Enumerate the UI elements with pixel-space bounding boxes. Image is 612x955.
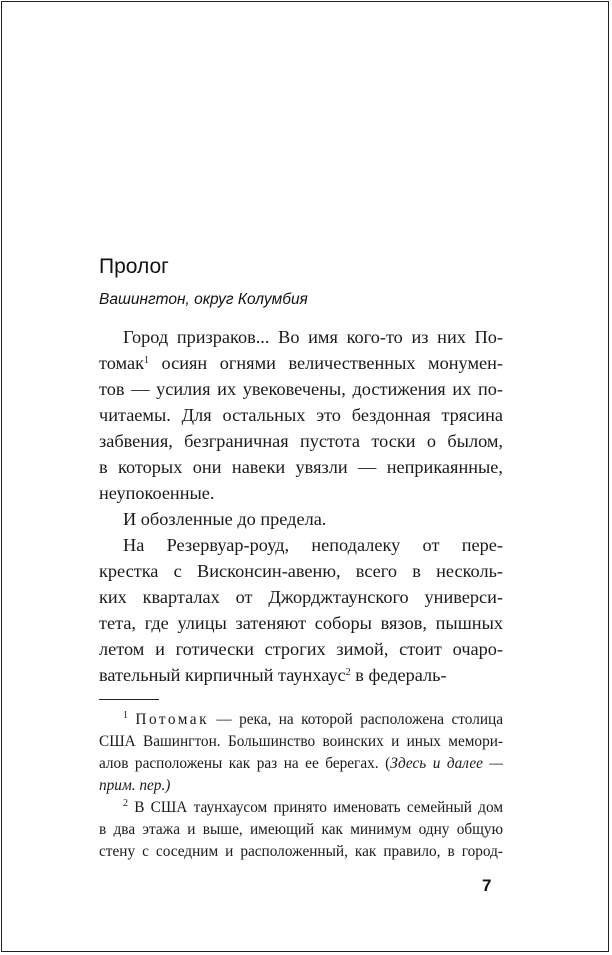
footnote-1-line: $^1$ Потомак — река, на которой расположена столица: [123, 710, 503, 728]
chapter-location: Вашингтон, округ Колумбия: [99, 291, 308, 308]
paragraph-1-line: в которых они навеки увязли — неприкаянные,: [99, 457, 503, 477]
paragraph-3-line: крестка с Висконсин-авеню, всего в несколь-: [99, 561, 503, 581]
paragraph-3-line: ких кварталах от Джорджтаунского универси-: [99, 587, 503, 607]
footnote-divider: [99, 699, 159, 700]
body-text: [99, 324, 503, 688]
footnote-2-line: стену с соседним и расположенный, как правило, в город-: [99, 843, 503, 860]
paragraph-1-line: Город призраков... Во имя кого-то из них По-: [123, 327, 503, 347]
page-number: 7: [482, 876, 492, 895]
paragraph-3-line: тета, где улицы затеняют соборы вязов, пышных: [99, 613, 503, 633]
paragraph-2-line: И обозленные до предела.: [123, 509, 327, 529]
paragraph-1-line: тов — усилия их увековечены, достижения их по-: [99, 379, 503, 399]
footnote-2-line: в два этажа и выше, имеющий как минимум одну общую: [99, 821, 503, 838]
footnote-1-line: алов расположены как раз на ее берегах. (Здесь и далее —: [99, 755, 504, 772]
paragraph-3-line: вательный кирпичный таунхаус$^2$ в федераль-: [99, 665, 447, 685]
footnote-2-line: $^2$ В США таунхаусом принято именовать семейный дом: [123, 798, 503, 816]
paragraph-3-line: летом и готически строгих зимой, стоит очаро-: [99, 639, 503, 659]
footnote-1-line: США Вашингтон. Большинство воинских и иных мемори-: [99, 733, 503, 750]
paragraph-1-line: забвения, безграничная пустота тоски о былом,: [99, 431, 503, 451]
paragraph-1-line: томак$^1$ осиян огнями величественных монумен-: [99, 353, 503, 373]
paragraph-1-line: неупокоенные.: [99, 483, 215, 503]
paragraph-3-line: На Резервуар-роуд, неподалеку от пере-: [123, 535, 503, 555]
footnotes: [99, 709, 503, 863]
paragraph-1-line: читаемы. Для остальных это бездонная трясина: [99, 405, 503, 425]
chapter-title: Пролог: [99, 255, 169, 278]
footnote-1-line: прим. пер.): [99, 777, 171, 794]
